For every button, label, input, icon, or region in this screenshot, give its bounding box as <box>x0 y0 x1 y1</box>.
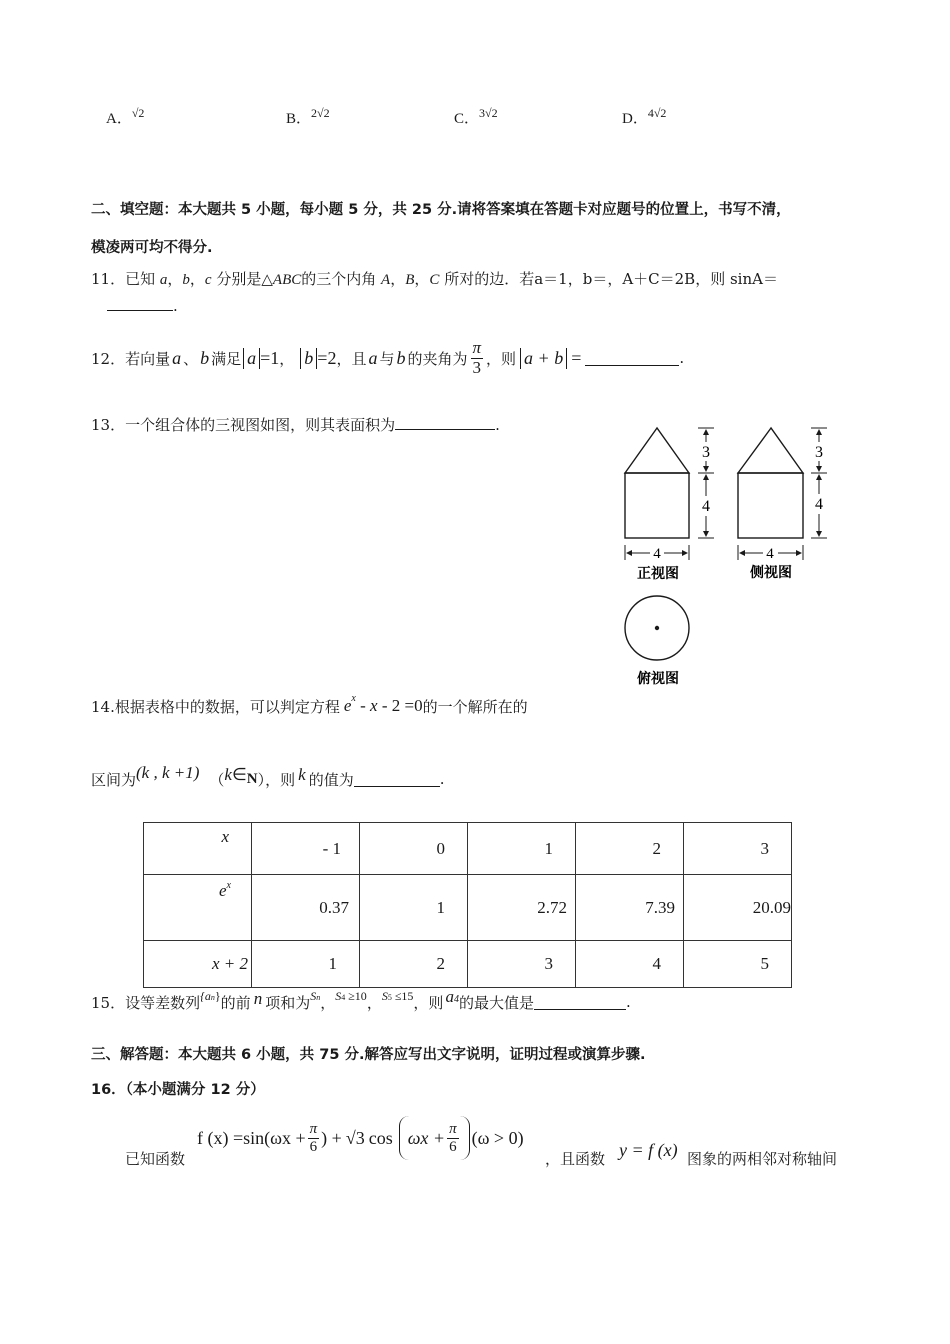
q12-text: 的夹角为 <box>407 349 468 368</box>
sum-symbol: S <box>335 988 342 1003</box>
q16-text: ) + <box>321 1127 342 1148</box>
q12-vec-b: b <box>396 347 406 368</box>
q11-var-b: b <box>182 272 190 288</box>
table-row <box>144 875 792 941</box>
q12-text: 与 <box>379 349 395 368</box>
fraction-pi-6 <box>447 1121 459 1155</box>
q11-var-c: c <box>204 272 212 288</box>
seq-close: } <box>214 988 221 1003</box>
q16-y: y = f (x) <box>619 1140 678 1160</box>
sum-symbol: S <box>381 988 388 1003</box>
option-b-value: 2√2 <box>311 106 330 120</box>
question-15 <box>91 987 631 1014</box>
question-14-line1 <box>91 694 528 718</box>
question-13 <box>91 414 500 435</box>
q11-text: 的三个内角 <box>301 270 377 288</box>
sum-sub: 5 <box>387 992 392 1002</box>
q11-comma: ， <box>167 270 183 288</box>
q11-angle-b: B <box>405 272 415 288</box>
q12-norm-b: b <box>300 348 317 369</box>
table-cell: 7.39 <box>576 875 684 941</box>
option-b-label: B． <box>286 111 312 127</box>
q16-cond: (ω > 0) <box>471 1127 524 1148</box>
q16-formula <box>197 1116 524 1160</box>
q11-comma: ， <box>390 270 406 288</box>
q11-text: 分别是△ <box>216 270 273 288</box>
table-header-cell <box>144 823 252 875</box>
option-a-value: √2 <box>131 106 145 120</box>
q11-comma: ， <box>189 270 205 288</box>
top-view-center-dot <box>655 626 659 630</box>
table-cell: 2 <box>576 823 684 875</box>
q16-heading: 16．（本小题满分 12 分） <box>91 1082 265 1098</box>
q15-sn <box>310 989 320 1004</box>
q14-paren: （ <box>209 770 225 789</box>
q11-angle-c: C <box>429 272 440 288</box>
data-table <box>143 822 792 988</box>
q13-text: 13．一个组合体的三视图如图，则其表面积为 <box>91 416 396 434</box>
three-view-figure <box>612 420 842 692</box>
q12-norm-a: a <box>243 348 260 369</box>
sqrt3: √3 <box>345 1127 365 1148</box>
side-view-caption: 侧视图 <box>750 565 792 581</box>
q11-text: 所对的边．若 <box>444 270 535 288</box>
option-d-label: D． <box>622 111 648 127</box>
table-cell: 1 <box>252 941 360 988</box>
answer-blank <box>107 296 173 311</box>
q14-x: x <box>370 696 378 715</box>
q12-text: ，则 <box>486 349 517 368</box>
dim-side-roof: 3 <box>815 444 823 461</box>
side-view-roof <box>738 428 803 473</box>
dim-front-body: 4 <box>702 498 710 515</box>
q11-comma: ， <box>414 270 430 288</box>
table-cell: 5 <box>684 941 792 988</box>
cond: ≥10 <box>345 988 367 1003</box>
dim-front-width: 4 <box>653 546 661 562</box>
option-b <box>286 106 330 128</box>
q15-text: ，则 <box>413 993 444 1012</box>
option-d-value: 4√2 <box>647 106 667 120</box>
table-cell: 0.37 <box>252 875 360 941</box>
q12-prefix: 12．若向量 <box>91 349 171 368</box>
q12-norm-sum: a + b <box>520 348 567 369</box>
side-view-body <box>738 473 803 538</box>
q11-prefix: 11．已知 <box>91 270 156 288</box>
q14-minus: - <box>355 696 371 715</box>
q16-f: f (x) =sin(ωx + <box>197 1127 306 1148</box>
q14-interval: (k , k +1) <box>136 763 200 782</box>
q14-suffix: 的一个解所在的 <box>422 697 528 716</box>
q15-comma: ， <box>366 993 382 1012</box>
q12-eq2: =2 <box>317 347 337 368</box>
option-a <box>106 106 144 128</box>
cell-text: e <box>219 881 227 900</box>
q15-text: 的前 <box>220 993 251 1012</box>
sum-sub: 4 <box>341 992 346 1002</box>
cell-text: x <box>221 827 229 846</box>
q14-prefix: 14.根据表格中的数据，可以判定方程 <box>91 697 340 716</box>
q12-eq1: =1 <box>260 347 280 368</box>
answer-blank <box>354 772 440 787</box>
seq-sub: n <box>210 992 215 1002</box>
question-12 <box>91 336 684 380</box>
table-cell: 3 <box>684 823 792 875</box>
q15-suffix: 的最大值是 <box>458 993 534 1012</box>
option-c <box>454 106 498 128</box>
pi-symbol: π <box>472 337 482 357</box>
table-cell: 2 <box>360 941 468 988</box>
q16-inner: ωx + <box>407 1127 446 1148</box>
q11-condition: a＝1，b＝，A＋C＝2B <box>534 270 696 288</box>
pi-symbol: π <box>449 1121 457 1137</box>
q13-tail: . <box>495 416 500 434</box>
option-c-label: C． <box>454 111 480 127</box>
front-view-body <box>625 473 689 538</box>
table-cell: 1 <box>468 823 576 875</box>
q16-suffix: ，且函数 <box>545 1150 606 1168</box>
table-cell: 1 <box>360 875 468 941</box>
dim-front-roof: 3 <box>702 444 710 461</box>
q11-tail: . <box>173 297 178 315</box>
q15-prefix: 15．设等差数列 <box>91 993 201 1012</box>
option-c-value: 3√2 <box>479 106 498 120</box>
dim-side-body: 4 <box>815 496 823 513</box>
q15-comma: ， <box>320 993 336 1012</box>
table-cell: 0 <box>360 823 468 875</box>
q14-line2-suffix: 的值为 <box>308 770 354 789</box>
q12-comma: ， <box>279 349 295 368</box>
front-view-caption: 正视图 <box>637 566 679 582</box>
fraction-pi-6 <box>308 1121 320 1155</box>
q16-prefix: 已知函数 <box>125 1150 186 1168</box>
q11-var-a: a <box>159 272 168 288</box>
q11-angle-a: A <box>381 272 391 288</box>
q12-vec-a: a <box>368 347 378 368</box>
q11-triangle: ABC <box>272 272 302 288</box>
table-cell: - 1 <box>252 823 360 875</box>
q14-exp: x <box>351 692 356 704</box>
q15-text: 项和为 <box>265 993 311 1012</box>
q14-in: ∈ <box>231 765 247 784</box>
q14-tail: . <box>439 770 445 788</box>
answer-blank <box>585 351 679 366</box>
table-cell: 20.09 <box>684 875 792 941</box>
section3-heading: 三、解答题：本大题共 6 小题，共 75 分.解答应写出文字说明，证明过程或演算步骤. <box>91 1047 646 1063</box>
q15-s4 <box>335 989 367 1004</box>
seq-text: {a <box>200 988 211 1003</box>
q15-n: n <box>253 989 263 1008</box>
q14-k: k <box>224 765 232 784</box>
cell-text: x + 2 <box>211 954 248 973</box>
q12-vec-a: a <box>172 347 182 368</box>
q12-tail: . <box>679 349 685 367</box>
q12-angle-fraction <box>471 339 484 377</box>
section2-heading-line2: 模凌两可均不得分. <box>91 240 213 256</box>
top-view-caption: 俯视图 <box>637 671 679 687</box>
a-symbol: a <box>445 987 454 1006</box>
q11-answer-line <box>107 296 178 315</box>
a-sub: 4 <box>453 994 459 1005</box>
q11-ask: ，则 sinA＝ <box>695 270 778 288</box>
question-14-line2 <box>91 763 445 792</box>
q14-text: ），则 <box>257 770 296 789</box>
section2-heading-line1: 二、填空题：本大题共 5 小题，每小题 5 分，共 25 分.请将答案填在答题卡对应题号的位置上，书写不清， <box>91 202 791 218</box>
table-cell: 2.72 <box>468 875 576 941</box>
dim-side-width: 4 <box>766 546 774 562</box>
q16-cos-arg <box>399 1116 470 1160</box>
q12-text: ，且 <box>336 349 367 368</box>
option-a-label: A． <box>106 111 132 127</box>
table-row <box>144 823 792 875</box>
table-row <box>144 941 792 988</box>
q14-naturals: N <box>246 770 258 787</box>
q12-sep: 、 <box>183 349 199 368</box>
denominator: 6 <box>309 1138 318 1155</box>
q15-s5 <box>382 989 414 1004</box>
denominator: 3 <box>472 357 482 377</box>
answer-blank <box>395 415 495 430</box>
q15-sequence <box>200 989 221 1004</box>
q14-k: k <box>298 765 306 784</box>
pi-symbol: π <box>309 1121 318 1137</box>
q12-eq3: = <box>571 347 582 368</box>
question-11 <box>91 268 778 289</box>
sum-sub: n <box>316 992 321 1002</box>
q12-vec-b: b <box>200 347 210 368</box>
q16-tail: 图象的两相邻对称轴间 <box>687 1150 838 1168</box>
q15-tail: . <box>625 993 631 1011</box>
table-header-cell <box>144 941 252 988</box>
table-header-cell <box>144 875 252 941</box>
q14-eq: =0 <box>400 696 423 715</box>
answer-blank <box>534 995 626 1010</box>
cond: ≤15 <box>391 988 414 1003</box>
front-view-roof <box>625 428 689 473</box>
q14-minus: - <box>377 696 392 715</box>
table-cell: 4 <box>576 941 684 988</box>
q12-text: 满足 <box>211 349 242 368</box>
denominator: 6 <box>449 1138 457 1155</box>
q14-two: 2 <box>391 696 401 715</box>
sum-symbol: S <box>310 988 317 1003</box>
q14-e: e <box>343 696 352 715</box>
cell-exponent: x <box>226 880 231 891</box>
cos: cos <box>368 1127 393 1148</box>
q15-a4 <box>445 987 459 1007</box>
table-cell: 3 <box>468 941 576 988</box>
option-d <box>622 106 666 128</box>
q14-line2-prefix: 区间为 <box>91 770 137 789</box>
